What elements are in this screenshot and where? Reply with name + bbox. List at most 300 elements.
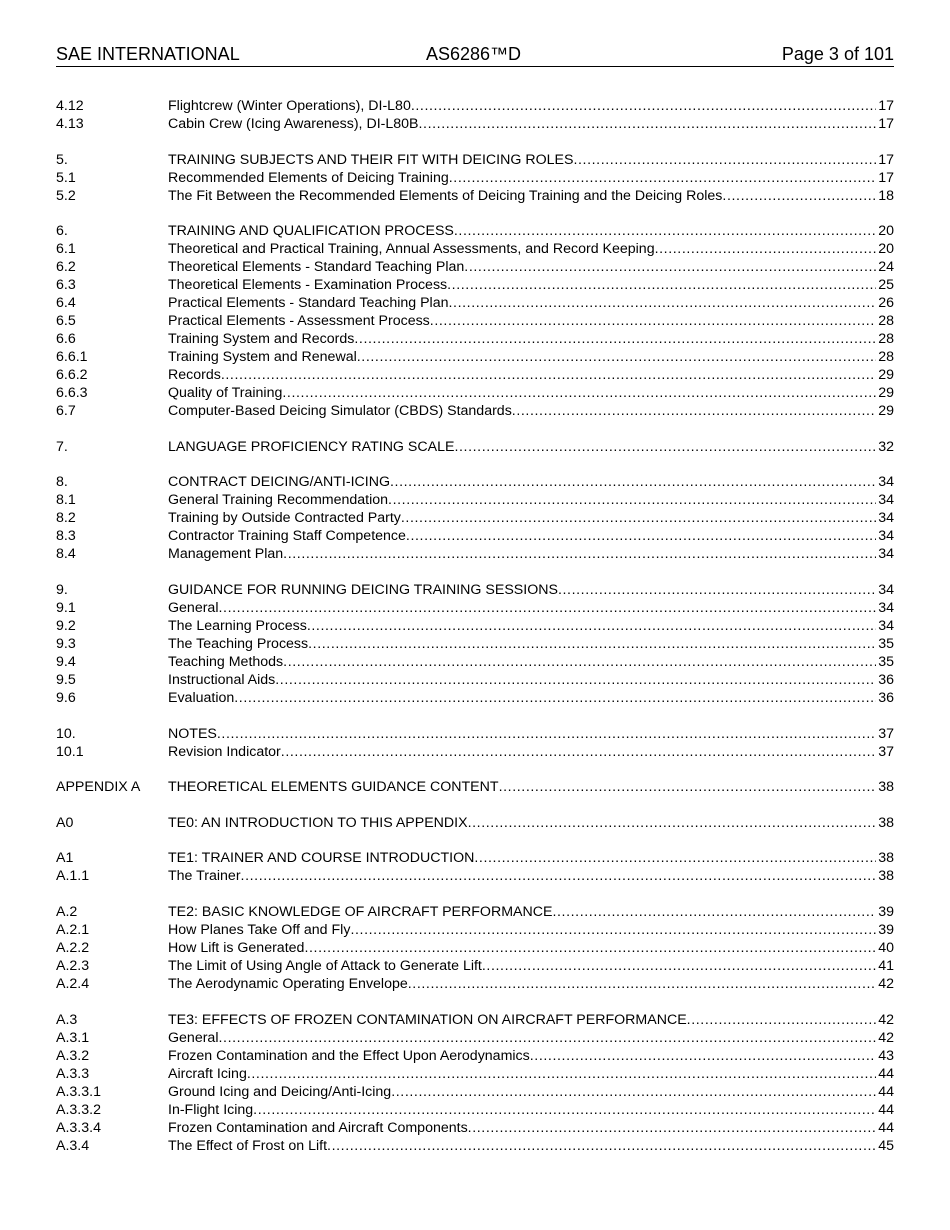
toc-section [56,151,894,205]
dot-leader [512,402,876,420]
toc-entry[interactable] [56,743,894,761]
toc-entry[interactable] [56,294,894,312]
toc-entry-title[interactable]: TE3: EFFECTS OF FROZEN CONTAMINATION ON AIRCRAFT PERFORMANCE [168,1011,687,1028]
toc-entry-number: 9.3 [56,635,76,652]
dot-leader [454,438,876,456]
toc-entry-number: 9. [56,581,68,598]
toc-entry-page[interactable]: 38 [878,850,894,867]
toc-section [56,849,894,885]
toc-entry[interactable] [56,169,894,187]
toc-entry-line [168,366,894,384]
toc-entry-title[interactable]: Practical Elements - Assessment Process [168,313,430,330]
toc-entry-title[interactable]: Flightcrew (Winter Operations), DI-L80 [168,98,411,114]
toc-entry-number: A.2 [56,903,78,920]
header-organization: SAE INTERNATIONAL [56,44,240,64]
toc-entry-title[interactable]: The Teaching Process [168,635,309,652]
toc-entry-title[interactable]: General [168,599,219,616]
toc-entry-title[interactable]: Recommended Elements of Deicing Training [168,169,449,186]
toc-entry-title[interactable]: Instructional Aids [168,671,276,688]
toc-entry-line [168,294,894,312]
toc-entry-page[interactable]: 43 [878,1047,894,1064]
toc-entry-line [168,635,894,653]
dot-leader [449,294,877,312]
toc-entry[interactable] [56,545,894,563]
toc-entry-number: 9.1 [56,599,76,616]
toc-entry-page[interactable]: 24 [878,259,894,276]
toc-entry-number: 5. [56,151,68,168]
toc-entry[interactable] [56,276,894,294]
toc-entry-number: 9.2 [56,617,76,634]
toc-entry-title[interactable]: TRAINING SUBJECTS AND THEIR FIT WITH DEICING ROLES [168,151,574,168]
toc-entry-line [168,258,894,276]
toc-entry[interactable] [56,957,894,975]
toc-entry-title[interactable]: TE1: TRAINER AND COURSE INTRODUCTION [168,850,475,867]
toc-entry[interactable] [56,1119,894,1137]
toc-entry[interactable] [56,1029,894,1047]
toc-entry-title[interactable]: Theoretical and Practical Training, Annual Assessments, and Record Keeping [168,241,655,258]
dot-leader [449,169,876,187]
toc-entry-page[interactable]: 42 [878,1011,894,1028]
toc-entry-page[interactable]: 37 [878,743,894,760]
toc-entry-line [168,1137,894,1155]
toc-section [56,903,894,993]
dot-leader [499,778,877,796]
toc-entry-number: A.3.1 [56,1029,90,1046]
toc-entry[interactable] [56,581,894,599]
toc-entry-number: 9.4 [56,653,76,670]
toc-entry-page[interactable]: 25 [878,277,894,294]
dot-leader [482,957,876,975]
dot-leader [221,366,876,384]
toc-entry-line [168,527,894,545]
toc-entry-number: 10. [56,725,76,742]
toc-entry[interactable] [56,222,894,240]
toc-entry-line [168,509,894,527]
toc-entry-title[interactable]: Revision Indicator [168,743,281,760]
dot-leader [307,617,876,635]
toc-entry[interactable] [56,330,894,348]
toc-entry[interactable] [56,617,894,635]
toc-entry-line [168,384,894,402]
toc-entry-page[interactable]: 38 [878,779,894,796]
dot-leader [558,581,876,599]
toc-entry[interactable] [56,814,894,832]
dot-leader [247,1065,876,1083]
toc-entry-page[interactable]: 20 [878,223,894,240]
dot-leader [454,222,876,240]
toc-entry-line [168,814,894,832]
toc-entry-page[interactable]: 17 [878,116,894,132]
toc-entry-title[interactable]: NOTES [168,725,217,742]
toc-entry-number: A.3.2 [56,1047,90,1064]
toc-entry-title[interactable]: TE2: BASIC KNOWLEDGE OF AIRCRAFT PERFORMANCE [168,903,553,920]
toc-entry-title[interactable]: In-Flight Icing [168,1101,254,1118]
toc-entry-page[interactable]: 20 [878,241,894,258]
toc-entry[interactable] [56,1065,894,1083]
dot-leader [388,491,876,509]
toc-entry-title[interactable]: Teaching Methods [168,653,284,670]
toc-entry-title[interactable]: The Learning Process [168,617,307,634]
toc-entry[interactable] [56,975,894,993]
toc-entry-page[interactable]: 38 [878,814,894,831]
toc-entry-page[interactable]: 35 [878,653,894,670]
toc-entry-title[interactable]: The Limit of Using Angle of Attack to Generate Lift [168,957,482,974]
toc-entry-line [168,151,894,169]
toc-entry[interactable] [56,1101,894,1119]
toc-entry-page[interactable]: 34 [878,599,894,616]
toc-entry-number: A.3.3.2 [56,1101,101,1118]
toc-entry-title[interactable]: Frozen Contamination and Aircraft Components [168,1119,468,1136]
toc-entry-number: 6.4 [56,295,76,312]
dot-leader [218,599,876,617]
toc-entry-page[interactable]: 37 [878,725,894,742]
toc-entry-page[interactable]: 18 [878,187,894,204]
toc-entry-line [168,581,894,599]
toc-entry-page[interactable]: 34 [878,617,894,634]
toc-entry-title[interactable]: How Planes Take Off and Fly [168,921,351,938]
toc-entry-page[interactable]: 28 [878,331,894,348]
toc-entry-page[interactable]: 29 [878,403,894,420]
toc-entry-title[interactable]: The Aerodynamic Operating Envelope [168,975,408,992]
toc-entry-line [168,222,894,240]
toc-entry-page[interactable]: 44 [878,1101,894,1118]
dot-leader [474,849,876,867]
toc-section [56,725,894,761]
toc-entry-number: 8.3 [56,528,76,545]
toc-entry-line [168,957,894,975]
toc-entry-line [168,491,894,509]
toc-entry-page[interactable]: 34 [878,581,894,598]
toc-entry-page[interactable]: 40 [878,939,894,956]
toc-entry-number: 8.1 [56,492,76,509]
toc-entry-number: 9.6 [56,689,76,706]
toc-entry[interactable] [56,1011,894,1029]
toc-section [56,581,894,707]
toc-entry-title[interactable]: Training System and Records [168,331,355,348]
header-page-number: Page 3 of 101 [781,44,894,64]
dot-leader [275,671,876,689]
toc-entry-line [168,115,894,133]
toc-entry-number: A.3.3.4 [56,1119,101,1136]
toc-entry-page[interactable]: 29 [878,385,894,402]
toc-entry-line [168,276,894,294]
toc-entry-page[interactable]: 34 [878,492,894,509]
toc-entry-line [168,240,894,258]
toc-entry-page[interactable]: 17 [878,151,894,168]
dot-leader [687,1011,877,1029]
toc-entry-line [168,187,894,205]
dot-leader [468,1119,877,1137]
toc-entry[interactable] [56,689,894,707]
toc-entry-number: 9.5 [56,671,76,688]
toc-entry[interactable] [56,939,894,957]
toc-entry[interactable] [56,366,894,384]
toc-entry-line [168,438,894,456]
toc-entry-page[interactable]: 38 [878,868,894,885]
toc-entry-number: A.2.1 [56,921,90,938]
toc-entry-line [168,939,894,957]
dot-leader [218,1029,876,1047]
toc-entry-title[interactable]: General Training Recommendation [168,492,389,509]
toc-entry[interactable] [56,348,894,366]
toc-entry[interactable] [56,903,894,921]
toc-entry-line [168,97,894,115]
toc-entry-title[interactable]: Training System and Renewal [168,349,357,366]
toc-entry-line [168,689,894,707]
toc-entry-number: A.2.3 [56,957,90,974]
dot-leader [350,921,876,939]
toc-entry-title[interactable]: Records [168,367,221,384]
toc-entry-number: 6.6.2 [56,367,88,384]
toc-entry-line [168,921,894,939]
toc-entry-line [168,1011,894,1029]
dot-leader [283,653,876,671]
toc-entry-line [168,1119,894,1137]
toc-entry-title[interactable]: Frozen Contamination and the Effect Upon Aerodynamics [168,1047,530,1064]
toc-entry-page[interactable]: 42 [878,975,894,992]
toc-entry-number: A.3.3.1 [56,1083,101,1100]
dot-leader [552,903,876,921]
toc-entry-title[interactable]: Evaluation [168,689,235,706]
toc-entry-title[interactable]: Management Plan [168,546,284,563]
toc-entry-title[interactable]: TRAINING AND QUALIFICATION PROCESS [168,223,454,240]
toc-section [56,778,894,796]
dot-leader [573,151,876,169]
toc-entry-line [168,1029,894,1047]
toc-entry-number: 8.2 [56,510,76,527]
dot-leader [283,545,876,563]
toc-entry[interactable] [56,527,894,545]
dot-leader [241,867,877,885]
dot-leader [391,1083,876,1101]
dot-leader [447,276,876,294]
toc-entry-line [168,1065,894,1083]
toc-entry-number: A.2.2 [56,939,90,956]
toc-entry-line [168,402,894,420]
toc-entry[interactable] [56,151,894,169]
toc-entry[interactable] [56,778,894,796]
toc-entry[interactable] [56,921,894,939]
toc-entry-title[interactable]: LANGUAGE PROFICIENCY RATING SCALE [168,438,455,455]
dot-leader [408,975,876,993]
toc-entry-page[interactable]: 45 [878,1137,894,1154]
toc-entry-number: 6.6.1 [56,349,88,366]
toc-entry-page[interactable]: 39 [878,921,894,938]
toc-entry-title[interactable]: Quality of Training [168,385,283,402]
toc-entry-line [168,473,894,491]
toc-entry-page[interactable]: 44 [878,1065,894,1082]
toc-entry-line [168,1047,894,1065]
toc-entry-title[interactable]: Theoretical Elements - Standard Teaching Plan [168,259,465,276]
dot-leader [390,473,876,491]
dot-leader [253,1101,876,1119]
toc-entry-number: A.3.4 [56,1137,90,1154]
toc-entry-number: 6. [56,223,68,240]
toc-section [56,473,894,563]
toc-entry-line [168,743,894,761]
toc-entry-number: 6.6 [56,331,76,348]
toc-entry-number: 6.6.3 [56,385,88,402]
toc-entry[interactable] [56,867,894,885]
toc-entry-line [168,545,894,563]
dot-leader [722,187,876,205]
toc-entry-number: 6.3 [56,277,76,294]
toc-entry-title[interactable]: Theoretical Elements - Examination Process [168,277,448,294]
dot-leader [282,384,876,402]
toc-entry-page[interactable]: 36 [878,689,894,706]
toc-entry-number: A.3.3 [56,1065,90,1082]
toc-entry-page[interactable]: 42 [878,1029,894,1046]
toc-entry-line [168,653,894,671]
toc-entry-title[interactable]: Practical Elements - Standard Teaching Plan [168,295,449,312]
toc-entry-page[interactable]: 17 [878,169,894,186]
toc-entry-page[interactable]: 17 [878,98,894,114]
toc-entry-title[interactable]: The Trainer [168,868,241,885]
toc-entry-number: 6.5 [56,313,76,330]
toc-entry-line [168,778,894,796]
toc-entry-title[interactable]: The Fit Between the Recommended Elements of Deicing Training and the Deicing Roles [168,187,723,204]
toc-entry-title[interactable]: GUIDANCE FOR RUNNING DEICING TRAINING SESSIONS [168,581,558,598]
header-document-id: AS6286™D [426,44,522,64]
toc-entry-page[interactable]: 26 [878,295,894,312]
toc-entry-number: 4.12 [56,98,84,114]
dot-leader [530,1047,876,1065]
dot-leader [357,348,876,366]
toc-entry-line [168,1083,894,1101]
toc-entry-title[interactable]: Aircraft Icing [168,1065,247,1082]
toc-entry[interactable] [56,258,894,276]
toc-entry-title[interactable]: General [168,1029,219,1046]
toc-entry-page[interactable]: 44 [878,1119,894,1136]
toc-entry[interactable] [56,509,894,527]
toc-entry[interactable] [56,1137,894,1155]
toc-entry-number: 8.4 [56,546,76,563]
toc-entry-number: 5.1 [56,169,76,186]
toc-entry-number: A1 [56,850,74,867]
toc-entry-number: 4.13 [56,116,84,132]
toc-entry-page[interactable]: 28 [878,313,894,330]
toc-entry-line [168,599,894,617]
toc-entry-line [168,169,894,187]
toc-entry-page[interactable]: 41 [878,957,894,974]
toc-entry[interactable] [56,599,894,617]
toc-entry-page[interactable]: 29 [878,367,894,384]
toc-entry-number: A0 [56,814,74,831]
dot-leader [217,725,876,743]
toc-entry-number: 6.2 [56,259,76,276]
toc-entry[interactable] [56,1047,894,1065]
dot-leader [327,1137,876,1155]
toc-entry[interactable] [56,402,894,420]
toc-entry-page[interactable]: 34 [878,528,894,545]
dot-leader [234,689,876,707]
toc-entry-line [168,849,894,867]
table-of-contents [56,97,894,1172]
toc-entry-line [168,330,894,348]
toc-entry[interactable] [56,115,894,133]
toc-entry-line [168,671,894,689]
toc-entry-number: APPENDIX A [56,779,141,796]
toc-entry-number: A.2.4 [56,975,90,992]
page-header [56,42,894,67]
dot-leader [430,312,876,330]
toc-entry[interactable] [56,849,894,867]
toc-entry-title[interactable]: Training by Outside Contracted Party [168,510,401,527]
toc-entry-title[interactable]: How Lift is Generated [168,939,305,956]
toc-entry-page[interactable]: 28 [878,349,894,366]
dot-leader [401,509,876,527]
dot-leader [406,527,876,545]
toc-entry[interactable] [56,671,894,689]
toc-entry[interactable] [56,473,894,491]
toc-entry-title[interactable]: CONTRACT DEICING/ANTI-ICING [168,474,391,491]
toc-entry-number: 5.2 [56,187,76,204]
toc-entry[interactable] [56,491,894,509]
dot-leader [281,743,876,761]
toc-entry[interactable] [56,187,894,205]
toc-entry[interactable] [56,1083,894,1101]
toc-entry-title[interactable]: Ground Icing and Deicing/Anti-Icing [168,1083,392,1100]
toc-entry-number: 6.1 [56,241,76,258]
toc-entry-title[interactable]: Computer-Based Deicing Simulator (CBDS) Standards [168,403,512,420]
toc-entry[interactable] [56,384,894,402]
toc-entry-title[interactable]: TE0: AN INTRODUCTION TO THIS APPENDIX [168,814,468,831]
toc-entry-title[interactable]: The Effect of Frost on Lift [168,1137,328,1154]
dot-leader [468,814,877,832]
toc-section [56,97,894,133]
toc-entry[interactable] [56,312,894,330]
toc-entry-number: A.3 [56,1011,78,1028]
toc-entry[interactable] [56,240,894,258]
toc-entry-page[interactable]: 35 [878,635,894,652]
toc-entry-number: 10.1 [56,743,84,760]
toc-entry-line [168,1101,894,1119]
toc-entry-line [168,617,894,635]
toc-entry-title[interactable]: Cabin Crew (Icing Awareness), DI-L80B [168,116,419,132]
dot-leader [464,258,876,276]
toc-entry-title[interactable]: THEORETICAL ELEMENTS GUIDANCE CONTENT [168,779,499,796]
toc-entry[interactable] [56,97,894,115]
toc-entry-page[interactable]: 32 [878,438,894,455]
toc-entry[interactable] [56,635,894,653]
toc-section [56,438,894,456]
dot-leader [655,240,877,258]
toc-entry-page[interactable]: 34 [878,510,894,527]
toc-entry-page[interactable]: 34 [878,546,894,563]
dot-leader [411,97,876,115]
toc-entry-line [168,348,894,366]
toc-entry-line [168,975,894,993]
toc-entry-page[interactable]: 39 [878,903,894,920]
toc-entry-number: A.1.1 [56,868,90,885]
toc-entry-line [168,725,894,743]
dot-leader [308,635,876,653]
toc-entry-page[interactable]: 36 [878,671,894,688]
toc-section [56,814,894,832]
toc-entry-title[interactable]: Contractor Training Staff Competence [168,528,406,545]
toc-entry-page[interactable]: 34 [878,474,894,491]
toc-entry[interactable] [56,438,894,456]
dot-leader [419,115,877,133]
toc-entry-line [168,867,894,885]
toc-entry-line [168,903,894,921]
toc-entry-line [168,312,894,330]
toc-entry-number: 8. [56,474,68,491]
toc-entry-number: 7. [56,438,68,455]
toc-entry[interactable] [56,653,894,671]
toc-entry-page[interactable]: 44 [878,1083,894,1100]
toc-entry[interactable] [56,725,894,743]
